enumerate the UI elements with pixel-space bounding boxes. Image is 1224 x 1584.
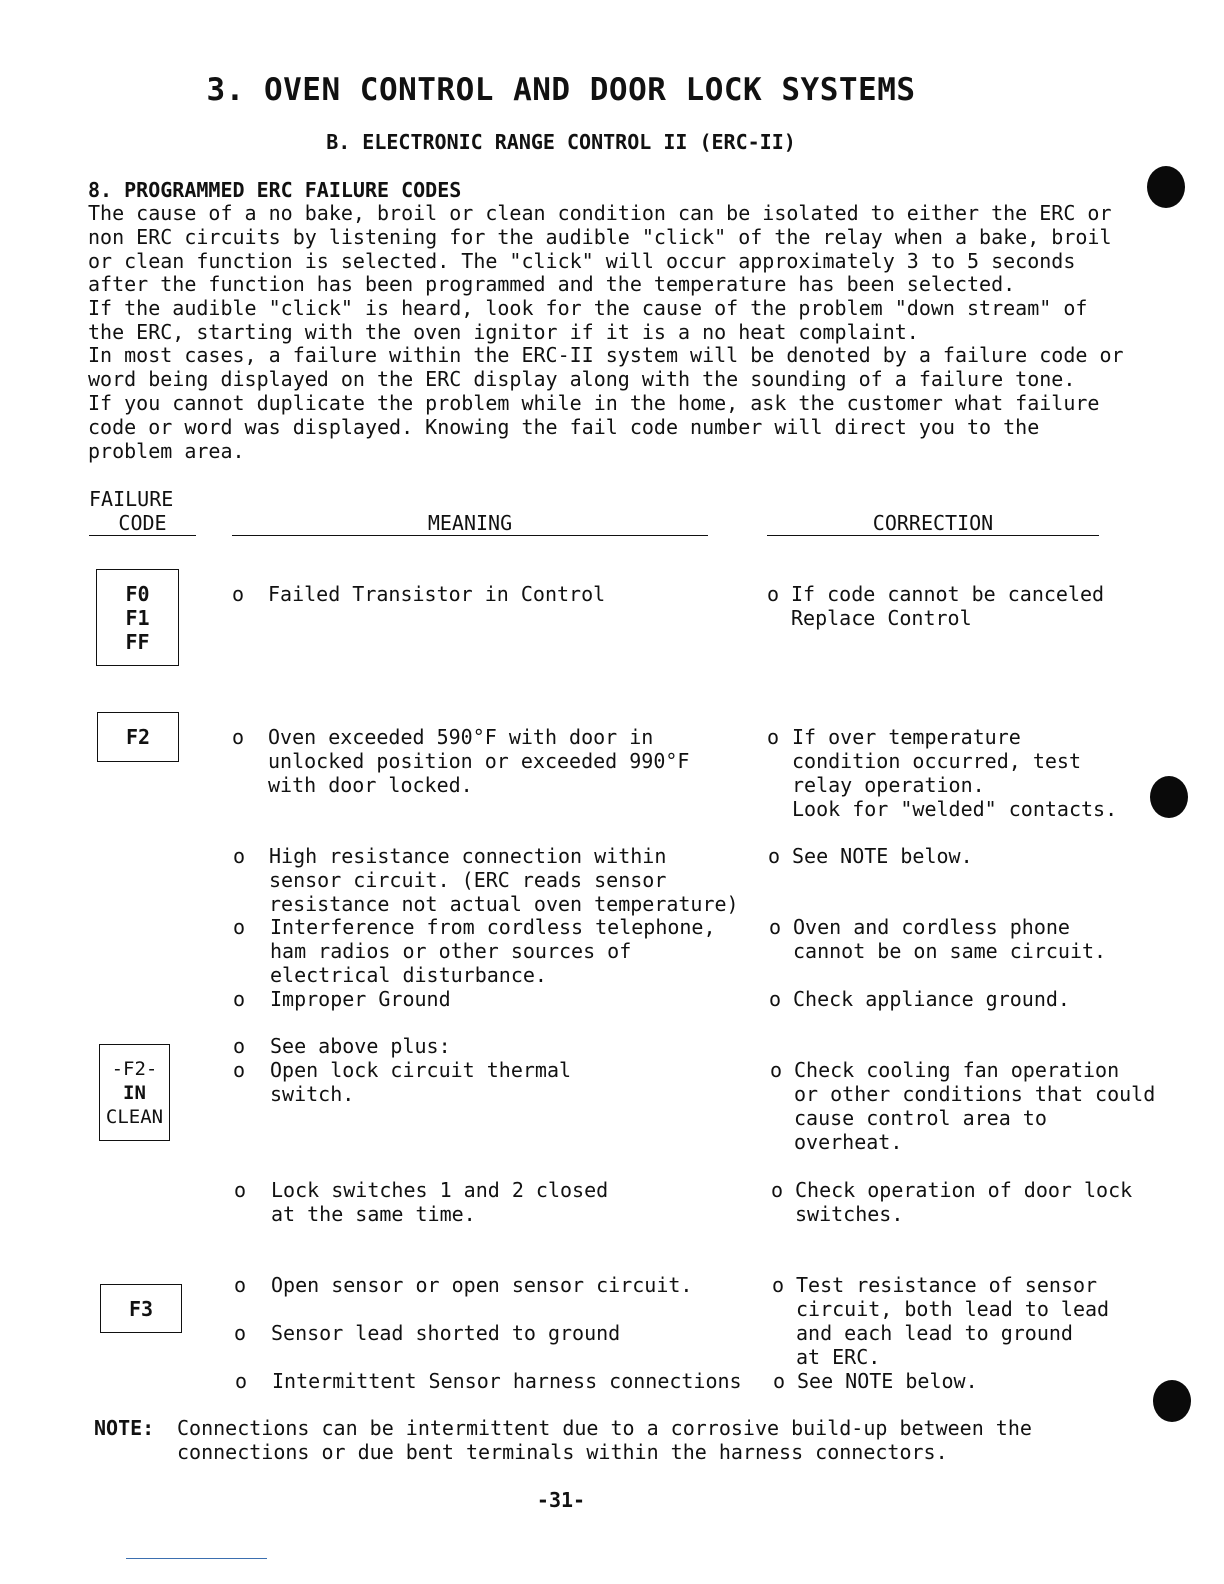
punch-hole-bottom — [1153, 1380, 1191, 1422]
page-title: 3. OVEN CONTROL AND DOOR LOCK SYSTEMS — [206, 72, 916, 108]
meaning-improper-ground: Improper Ground — [270, 987, 451, 1011]
bullet: o — [772, 1273, 785, 1297]
punch-hole-top — [1147, 166, 1185, 208]
code-clean: CLEAN — [105, 1106, 164, 1128]
code-box-f3 — [100, 1284, 182, 1333]
note-label: NOTE: — [94, 1416, 155, 1440]
code-f1: F1 — [125, 606, 150, 630]
section-heading: 8. PROGRAMMED ERC FAILURE CODES — [88, 178, 462, 202]
bullet: o — [233, 987, 246, 1011]
note-text: Connections can be intermittent due to a corrosive build-up between the connections or due bent terminals within the harness connectors. — [177, 1416, 1032, 1464]
bullet: o — [233, 1034, 246, 1058]
code-box-f2-bottom-rule — [97, 761, 179, 762]
bullet: o — [232, 582, 245, 606]
meaning-failed-transistor: Failed Transistor in Control — [268, 582, 606, 606]
correction-cooling-fan: Check cooling fan operation or other conditions that could cause control area to overheat. — [794, 1058, 1156, 1154]
intro-paragraph-2: If the audible "click" is heard, look for the cause of the problem "down stream" of the ERC, starting with the oven ignitor if it is a no heat complaint. — [88, 296, 1088, 344]
correction-appliance-ground: Check appliance ground. — [793, 987, 1070, 1011]
bullet: o — [234, 1321, 247, 1345]
meaning-open-lock-thermal: Open lock circuit thermal switch. — [270, 1058, 572, 1106]
header-meaning: MEANING — [232, 511, 708, 536]
correction-over-temperature: If over temperature condition occurred, test relay operation. Look for "welded" contacts. — [792, 725, 1118, 821]
bullet: o — [234, 1273, 247, 1297]
bullet: o — [233, 915, 246, 939]
correction-see-note-2: See NOTE below. — [797, 1369, 978, 1393]
code-box-f2 — [97, 712, 179, 761]
correction-see-note: See NOTE below. — [792, 844, 973, 868]
meaning-intermittent-sensor: Intermittent Sensor harness connections — [272, 1369, 742, 1393]
meaning-open-sensor: Open sensor or open sensor circuit. — [271, 1273, 693, 1297]
correction-test-resistance: Test resistance of sensor circuit, both lead to lead and each lead to ground at ERC. — [796, 1273, 1110, 1369]
code-in: IN — [123, 1082, 146, 1104]
header-failure: FAILURE — [89, 487, 174, 511]
bullet: o — [771, 1178, 784, 1202]
bullet: o — [768, 844, 781, 868]
bullet: o — [233, 1058, 246, 1082]
meaning-see-above: See above plus: — [270, 1034, 451, 1058]
punch-hole-middle — [1150, 776, 1188, 818]
bullet: o — [770, 1058, 783, 1082]
code-f2-dash: -F2- — [111, 1058, 158, 1080]
code-f0: F0 — [125, 582, 150, 606]
code-box-f0-f1-ff — [96, 569, 179, 666]
code-box-f2-in-clean — [99, 1044, 170, 1141]
bullet: o — [234, 1178, 247, 1202]
intro-paragraph-4: If you cannot duplicate the problem while in the home, ask the customer what failure code or word was displayed. Knowing the fail code number will direct you to the problem area. — [88, 391, 1100, 463]
page-number: -31- — [536, 1488, 586, 1512]
correction-door-lock-switches: Check operation of door lock switches. — [795, 1178, 1133, 1226]
bottom-divider — [126, 1558, 267, 1559]
page-subtitle: B. ELECTRONIC RANGE CONTROL II (ERC-II) — [326, 130, 796, 154]
bullet: o — [767, 725, 780, 749]
bullet: o — [235, 1369, 248, 1393]
bullet: o — [769, 915, 782, 939]
code-f3: F3 — [128, 1297, 154, 1321]
bullet: o — [232, 725, 245, 749]
correction-replace-control: If code cannot be canceled Replace Control — [791, 582, 1105, 630]
meaning-interference: Interference from cordless telephone, ham radios or other sources of electrical disturbance. — [270, 915, 716, 987]
code-f2: F2 — [125, 725, 151, 749]
code-ff: FF — [125, 630, 150, 654]
meaning-sensor-lead-shorted: Sensor lead shorted to ground — [271, 1321, 621, 1345]
bullet: o — [769, 987, 782, 1011]
bullet: o — [767, 582, 780, 606]
header-correction: CORRECTION — [767, 511, 1099, 536]
meaning-oven-exceeded: Oven exceeded 590°F with door in unlocked position or exceeded 990°F with door locked. — [268, 725, 690, 797]
correction-cordless-phone: Oven and cordless phone cannot be on same circuit. — [793, 915, 1107, 963]
header-code: CODE — [89, 511, 196, 536]
bullet: o — [233, 844, 246, 868]
intro-paragraph-1: The cause of a no bake, broil or clean condition can be isolated to either the ERC or non ERC circuits by listening for the audible "click" of the relay when a bake, broil or clean function is selected. The "click" will occur approximately 3 to 5 seconds after the function has been programmed and the temperature has been selected. — [88, 201, 1112, 297]
meaning-lock-switches: Lock switches 1 and 2 closed at the same time. — [271, 1178, 609, 1226]
meaning-high-resistance: High resistance connection within sensor circuit. (ERC reads sensor resistance not actual oven temperature) — [269, 844, 739, 916]
intro-paragraph-3: In most cases, a failure within the ERC-II system will be denoted by a failure code or word being displayed on the ERC display along with the sounding of a failure tone. — [88, 343, 1124, 391]
bullet: o — [773, 1369, 786, 1393]
